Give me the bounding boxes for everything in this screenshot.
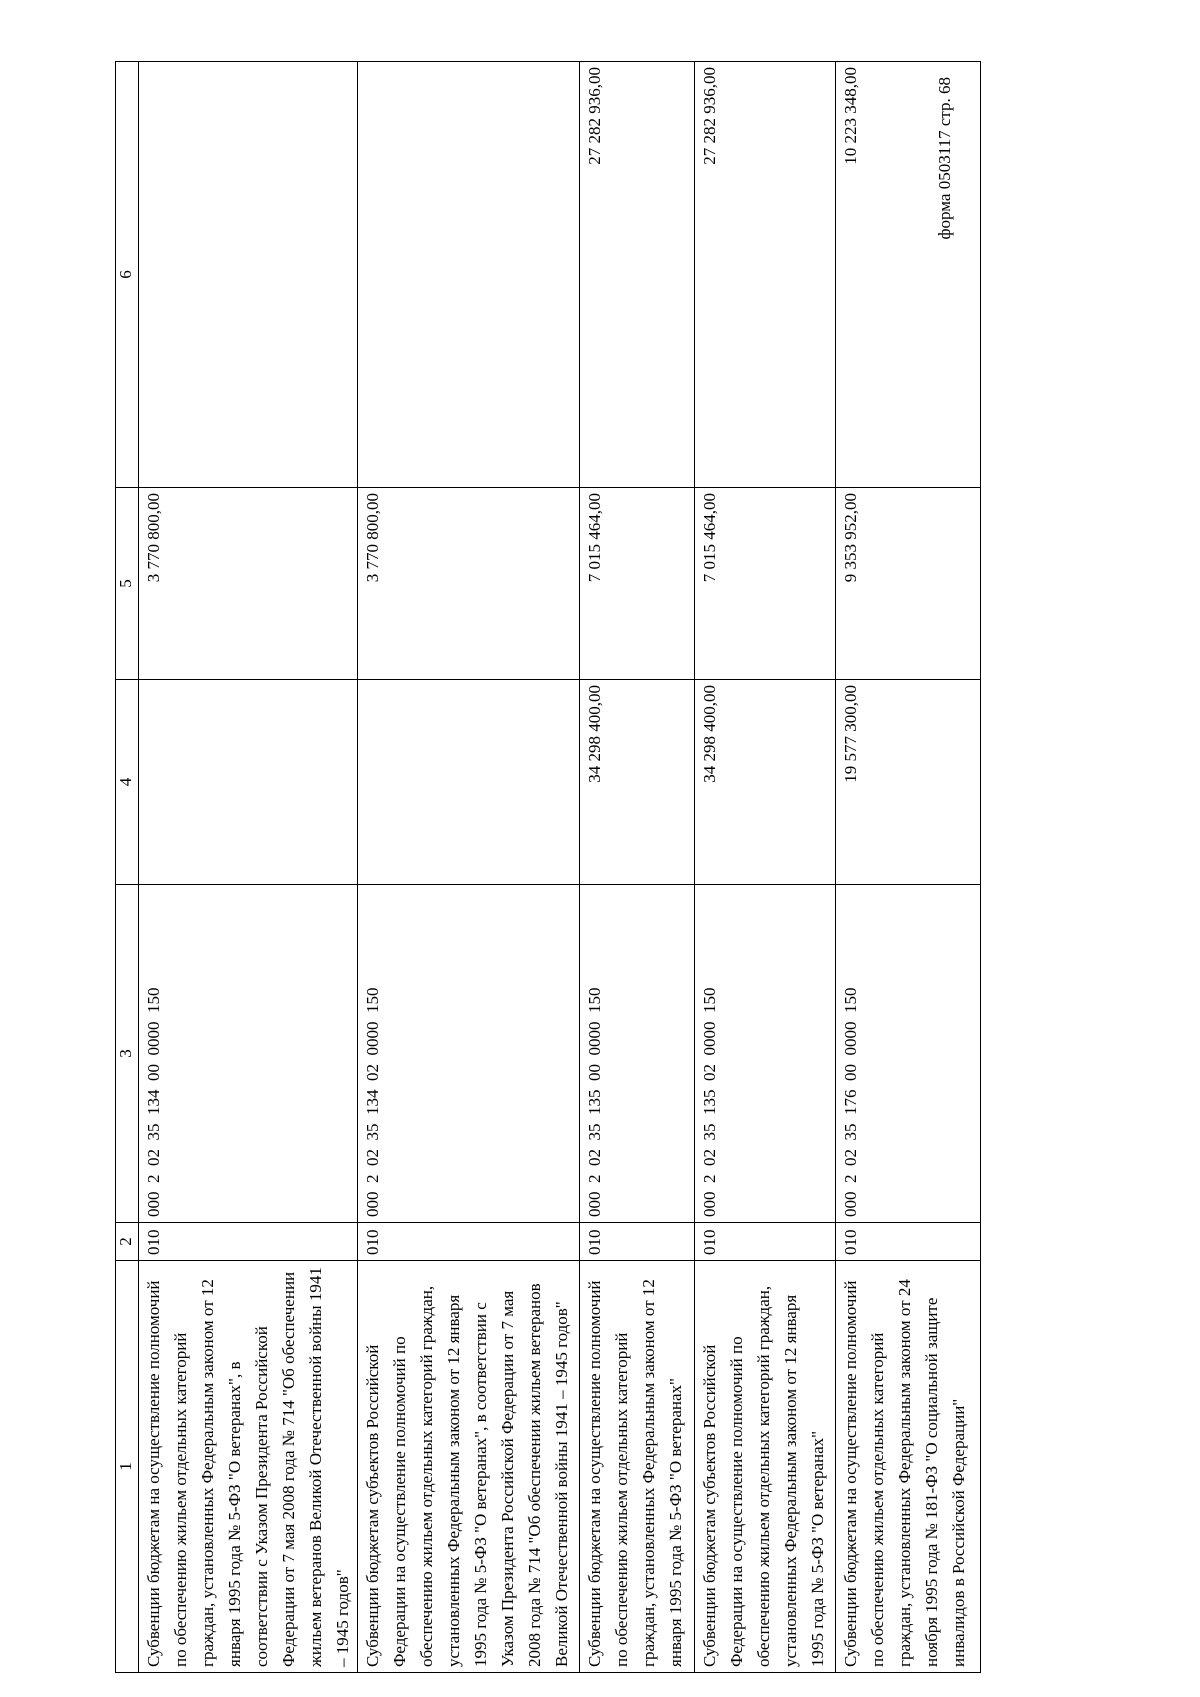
column-header: 4 [116,680,139,885]
revenue-table [115,61,981,1673]
executed-amount: 7 015 464,00 [580,488,695,680]
budget-code: 000 2 02 35 134 00 0000 150 [139,885,358,1223]
budget-code: 000 2 02 35 135 02 0000 150 [695,885,836,1223]
column-header: 5 [116,488,139,680]
budget-code: 000 2 02 35 134 02 0000 150 [358,885,580,1223]
approved-amount [358,680,580,885]
row-name: Субвенции бюджетам на осуществление полномочий по обеспечению жильем отдельных категорий граждан, установленных Федеральным законом от 24 ноября 1995 года № 181-ФЗ "О социальной защите инвалидов в Российской Федерации" [836,1261,981,1673]
executed-amount: 7 015 464,00 [695,488,836,680]
budget-code: 000 2 02 35 135 00 0000 150 [580,885,695,1223]
row-name: Субвенции бюджетам субъектов Российской Федерации на осуществление полномочий по обеспечению жильем отдельных категорий граждан, установленных Федеральным законом от 12 января 1995 года № 5-ФЗ "О ветеранах" [695,1261,836,1673]
column-number-row [116,62,139,1673]
line-code: 010 [695,1223,836,1261]
approved-amount [139,680,358,885]
line-code: 010 [580,1223,695,1261]
approved-amount: 34 298 400,00 [580,680,695,885]
table-row [580,62,695,1673]
row-name: Субвенции бюджетам субъектов Российской Федерации на осуществление полномочий по обеспечению жильем отдельных категорий граждан, установленных Федеральным законом от 12 января 1995 года № 5-ФЗ "О ветеранах", в соответствии с Указом Президента Российской Федерации от 7 мая 2008 года № 714 "Об обеспечении жильем ветеранов Великой Отечественной войны 1941 – 1945 годов" [358,1261,580,1673]
executed-amount: 9 353 952,00 [836,488,981,680]
unexecuted-amount [139,62,358,488]
row-name: Субвенции бюджетам на осуществление полномочий по обеспечению жильем отдельных категорий граждан, установленных Федеральным законом от 12 января 1995 года № 5-ФЗ "О ветеранах" [580,1261,695,1673]
table-row [695,62,836,1673]
line-code: 010 [836,1223,981,1261]
executed-amount: 3 770 800,00 [358,488,580,680]
row-name: Субвенции бюджетам на осуществление полномочий по обеспечению жильем отдельных категорий граждан, установленных Федеральным законом от 12 января 1995 года № 5-ФЗ "О ветеранах", в соответствии с Указом Президента Российской Федерации от 7 мая 2008 года № 714 "Об обеспечении жильем ветеранов Великой Отечественной войны 1941 – 1945 годов" [139,1261,358,1673]
form-reference: форма 0503117 стр. 68 [935,77,954,240]
column-header: 2 [116,1223,139,1261]
unexecuted-amount [358,62,580,488]
column-header: 3 [116,885,139,1223]
column-header: 1 [116,1261,139,1673]
table-row [358,62,580,1673]
unexecuted-amount: 27 282 936,00 [580,62,695,488]
approved-amount: 34 298 400,00 [695,680,836,885]
table-row [836,62,981,1673]
column-header: 6 [116,62,139,488]
line-code: 010 [139,1223,358,1261]
executed-amount: 3 770 800,00 [139,488,358,680]
unexecuted-amount: 27 282 936,00 [695,62,836,488]
approved-amount: 19 577 300,00 [836,680,981,885]
rotated-content [115,37,1015,1697]
table-row [139,62,358,1673]
budget-code: 000 2 02 35 176 00 0000 150 [836,885,981,1223]
unexecuted-amount: 10 223 348,00 [836,62,981,488]
line-code: 010 [358,1223,580,1261]
